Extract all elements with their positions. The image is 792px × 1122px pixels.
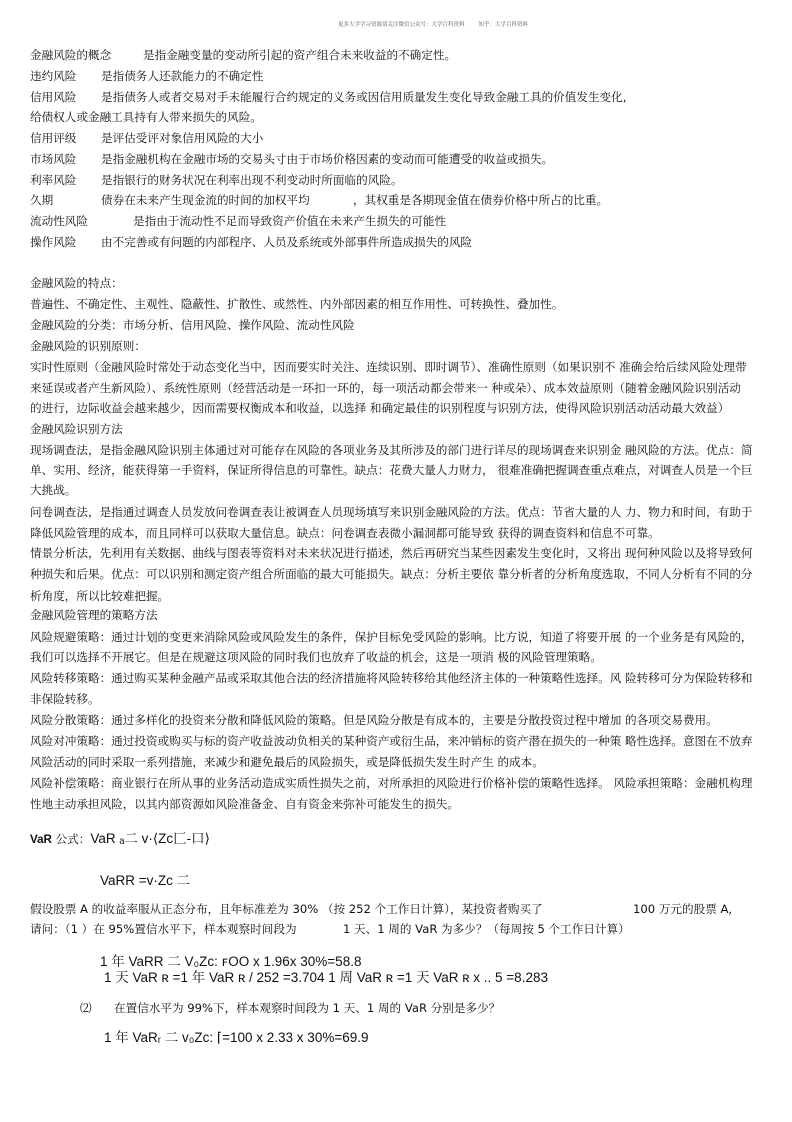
text-line: 的进行，边际收益会越来越少，因而需要权衡成本和收益，以选择 和确定最佳的识别程度与识别方法，使得风险识别活动活动最大效益）: [30, 401, 730, 415]
definition: 是指金融机构在金融市场的交易头寸由于市场价格因素的变动而可能遭受的收益或损失。: [101, 152, 554, 166]
definition-row: [30, 152, 554, 166]
text-line: 金融风险的分类：市场分析、信用风险、操作风险、流动性风险: [30, 318, 355, 332]
question-text: 100 万元的股票 A,: [633, 902, 733, 916]
text-line: 降低风险管理的成本，而且同样可以获取大量信息。缺点：问卷调查表微小漏洞都可能导致 获得的调查资料和信息不可靠。: [30, 526, 660, 540]
text-line: 大挑战。: [30, 483, 77, 497]
watermark: [338, 20, 542, 28]
term: 金融风险的概念: [30, 48, 112, 62]
calculation: 1 年 VaRᵣ 二 v₀Zc: ⌈=100 x 2.33 x 30%=69.9: [104, 1030, 369, 1045]
term: 操作风险: [30, 235, 77, 249]
heading: 金融风险的特点：: [30, 276, 123, 290]
term: 信用评级: [30, 131, 77, 145]
definition: 是指债务人或者交易对手未能履行合约规定的义务或因信用质量发生变化导致金融工具的价值发生变化,: [101, 90, 627, 104]
definition: 由不完善或有问题的内部程序、人员及系统或外部事件所造成损失的风险: [101, 235, 473, 249]
text-line: 问卷调查法，是指通过调查人员发放问卷调查表让被调查人员现场填写来识别金融风险的方法。优点：节省大量的人 力、物力和时间，有助于: [30, 505, 753, 519]
text-line: 实时性原则（金融风险时常处于动态变化当中，因而要实时关注、连续识别、即时调节）、准确性原则（如果识别不 准确会给后续风险处理带: [30, 360, 747, 374]
calculation: 1 年 VaRR 二 V₀Zc: ꜰOO x 1.96x 30%=58.8: [100, 954, 362, 969]
text-line: 性地主动承担风险，以其内部资源如风险准备金、自有资金来弥补可能发生的损失。: [30, 797, 459, 811]
term: 市场风险: [30, 152, 77, 166]
text-line: 风险规避策略：通过计划的变更来消除风险或风险发生的条件，保护目标免受风险的影响。比方说，知道了将要开展 的一个业务是有风险的，: [30, 630, 753, 644]
question-number: ⑵: [80, 1001, 92, 1015]
definition-row: [30, 173, 403, 187]
definition-row: [30, 235, 473, 249]
text-line: 风险补偿策略：商业银行在所从事的业务活动造成实质性损失之前，对所承担的风险进行价格补偿的策略性选择。 风险承担策略：金融机构理: [30, 776, 753, 790]
term: 利率风险: [30, 173, 77, 187]
var-formula-2: VaRR =v·Zc 二: [100, 873, 191, 888]
text-line: 情景分析法，先利用有关数据、曲线与图表等资料对未来状况进行描述，然后再研究当某些因素发生变化时，又将出 现何种风险以及将导致何: [30, 546, 753, 560]
text-line: 风险活动的同时采取一系列措施，来减少和避免最后的风险损失，或是降低损失发生时产生 的成本。: [30, 755, 544, 769]
question-text: 在置信水平为 99%下，样本观察时间段为 1 天、1 周的 VaR 分别是多少？: [114, 1001, 501, 1015]
text-line: 我们可以选择不开展它。但是在规避这项风险的同时我们也放弃了收益的机会，这是一项消 极的风险管理策略。: [30, 650, 602, 664]
text-line: 风险分散策略：通过多样化的投资来分散和降低风险的策略。但是风险分散是有成本的，主要是分散投资过程中增加 的各项交易费用。: [30, 713, 718, 727]
watermark-left: 更多大学学习资源请关注微信公众号：大学百科资料: [338, 22, 465, 28]
var-formula-line: [30, 832, 210, 847]
term: 流动性风险: [30, 214, 88, 228]
text-line: 非保险转移。: [30, 692, 100, 706]
definition: 是指银行的财务状况在利率出现不利变动时所面临的风险。: [101, 173, 403, 187]
definition: 是指债务人还款能力的不确定性: [101, 69, 264, 83]
definition-row: [30, 69, 264, 83]
text-line: 种损失和后果。优点：可以识别和测定资产组合所面临的最大可能损失。缺点：分析主要依 靠分析者的分析角度选取，不同人分析有不同的分: [30, 567, 753, 581]
watermark-right: 知乎：大学百科资料: [478, 22, 529, 28]
text-line: 现场调查法，是指金融风险识别主体通过对可能存在风险的各项业务及其所涉及的部门进行详尽的现场调查来识别金 融风险的方法。优点：简: [30, 443, 753, 457]
heading: 金融风险识别方法: [30, 422, 123, 436]
definition-row: [30, 214, 447, 228]
definition: 是评估受评对象信用风险的大小: [101, 131, 264, 145]
definition: 是指由于流动性不足而导致资产价值在未来产生损失的可能性: [133, 214, 447, 228]
definition: 债券在未来产生现金流的时间的加权平均: [101, 193, 310, 207]
text-line: 普遍性、不确定性、主观性、隐蔽性、扩散性、或然性、内外部因素的相互作用性、可转换性、叠加性。: [30, 297, 564, 311]
var-label-suffix: 公式：: [51, 832, 91, 846]
definition-continuation: 给债权人或金融工具持有人带来损失的风险。: [30, 110, 262, 124]
heading: 金融风险管理的策略方法: [30, 608, 158, 622]
text-line: 风险转移策略：通过购买某种金融产品或采取其他合法的经济措施将风险转移给其他经济主体的一种策略性选择。风 险转移可分为保险转移和: [30, 671, 753, 685]
term: 久期: [30, 193, 54, 207]
text-line: 析角度，所以比较难把握。: [30, 589, 170, 603]
heading: 金融风险的识别原则：: [30, 339, 146, 353]
var-label: VaR: [30, 833, 52, 846]
definition-row: [30, 48, 457, 62]
var-formula: VaR ₐ二 v·⟨Zc匚-口⟩: [90, 831, 210, 846]
definition-row: [30, 193, 609, 207]
term: 信用风险: [30, 90, 77, 104]
definition-row: [30, 131, 264, 145]
text-line: 来延误或者产生新风险）、系统性原则（经营活动是一环扣一环的，每一项活动都会带来一 种或朵）、成本效益原则（随着金融风险识别活动: [30, 381, 741, 395]
definition-row: [30, 90, 627, 104]
question-text: 假设股票 A 的收益率服从正态分布，且年标准差为 30% （按 252 个工作日计算），某投资者购买了: [30, 902, 543, 916]
term: 违约风险: [30, 69, 77, 83]
definition: 是指金融变量的变动所引起的资产组合未来收益的不确定性。: [143, 48, 457, 62]
question-text: 1 天、1 周的 VaR 为多少？（每周按 5 个工作日计算）: [343, 922, 630, 936]
definition: ，其权重是各期现金值在债券价格中所占的比重。: [353, 193, 609, 207]
text-line: 风险对冲策略：通过投资或购买与标的资产收益波动负相关的某种资产或衍生品，来冲销标的资产潜在损失的一种策 略性选择。意图在不放弃: [30, 734, 753, 748]
question-text: 请问：（1 ）在 95%置信水平下，样本观察时间段为: [30, 922, 297, 936]
calculation: 1 天 VaR ʀ =1 年 VaR ʀ / 252 =3.704 1 周 VaR ʀ =1 天 VaR ʀ x .. 5 =8.283: [104, 970, 548, 985]
text-line: 单、实用、经济，能获得第一手资料，保证所得信息的可靠性。缺点：花费大量人力财力， 很难准确把握调查重点难点，对调查人员是一个巨: [30, 463, 753, 477]
